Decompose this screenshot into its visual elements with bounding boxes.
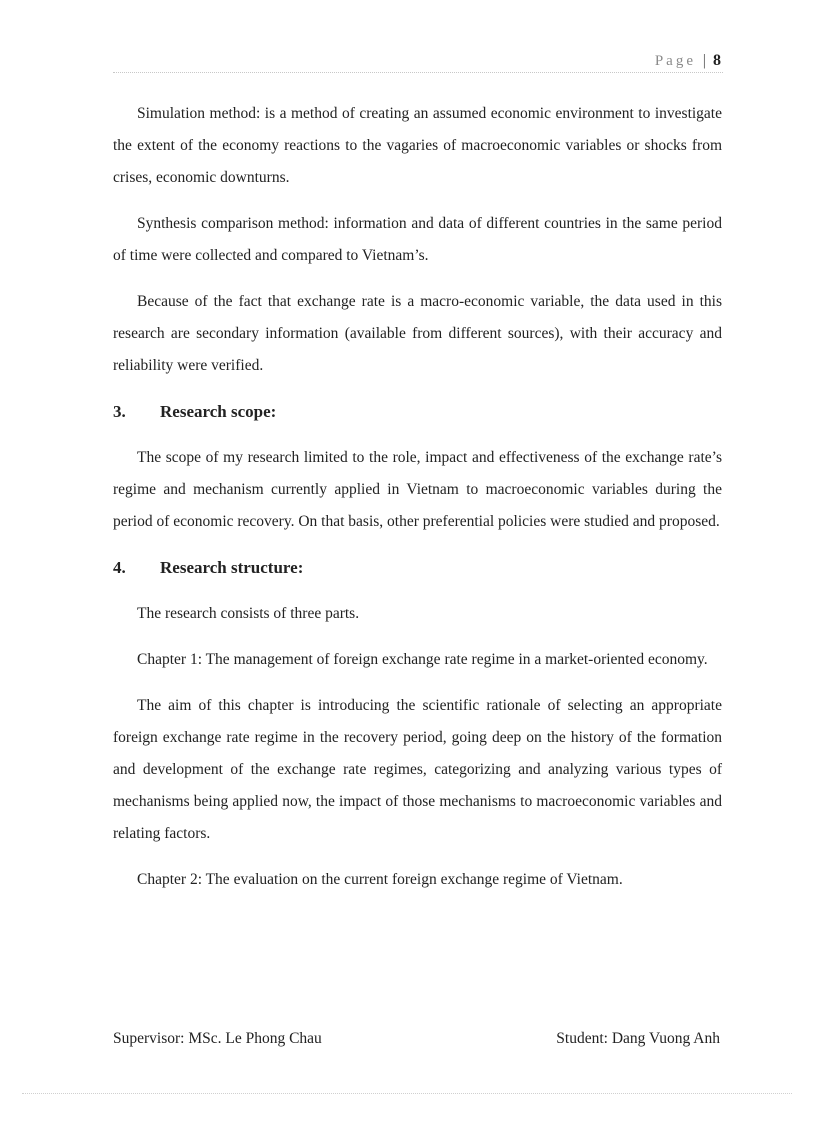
paragraph-chapter-2: Chapter 2: The evaluation on the current foreign exchange regime of Vietnam. — [137, 871, 623, 888]
page-footer — [113, 1030, 720, 1052]
paragraph-synthesis-method: Synthesis comparison method: information and data of different countries in the same period of time were collected and compared to Vietnam’s. — [113, 215, 722, 264]
paragraph-simulation-method: Simulation method: is a method of creating an assumed economic environment to investigate the extent of the economy reactions to the vagaries of macroeconomic variables or shocks from crises, economic downturns. — [113, 105, 722, 186]
paragraph-three-parts: The research consists of three parts. — [137, 605, 360, 622]
heading-number: 4. — [113, 558, 126, 577]
paragraph-chapter-1: Chapter 1: The management of foreign exchange rate regime in a market-oriented economy. — [137, 651, 708, 668]
heading-research-structure — [113, 552, 722, 584]
page-header — [113, 52, 723, 73]
footer-supervisor: Supervisor: MSc. Le Phong Chau — [113, 1030, 322, 1047]
paragraph-chapter-1-aim: The aim of this chapter is introducing the scientific rationale of selecting an appropriate foreign exchange rate regime in the recovery period, going deep on the history of the formation and development of the exchange rate regimes, categorizing and analyzing various types of mechanisms being applied now, the impact of those mechanisms to macroeconomic variables and relating factors. — [113, 697, 722, 842]
heading-text: Research structure: — [160, 558, 304, 577]
bottom-divider — [22, 1093, 792, 1094]
footer-student: Student: Dang Vuong Anh — [556, 1030, 720, 1047]
page-separator: | — [702, 52, 706, 69]
paragraph-scope: The scope of my research limited to the role, impact and effectiveness of the exchange rate’s regime and mechanism currently applied in Vietnam to macroeconomic variables during the period of economic recovery. On that basis, other preferential policies were studied and proposed. — [113, 449, 722, 530]
heading-number: 3. — [113, 402, 126, 421]
heading-research-scope — [113, 396, 722, 428]
document-body — [113, 98, 722, 896]
page-label: Page — [654, 53, 696, 69]
paragraph-data-source: Because of the fact that exchange rate is a macro-economic variable, the data used in this research are secondary information (available from different sources), with their accuracy and reliability were verified. — [113, 293, 722, 374]
page-number: 8 — [713, 52, 721, 69]
heading-text: Research scope: — [160, 402, 277, 421]
